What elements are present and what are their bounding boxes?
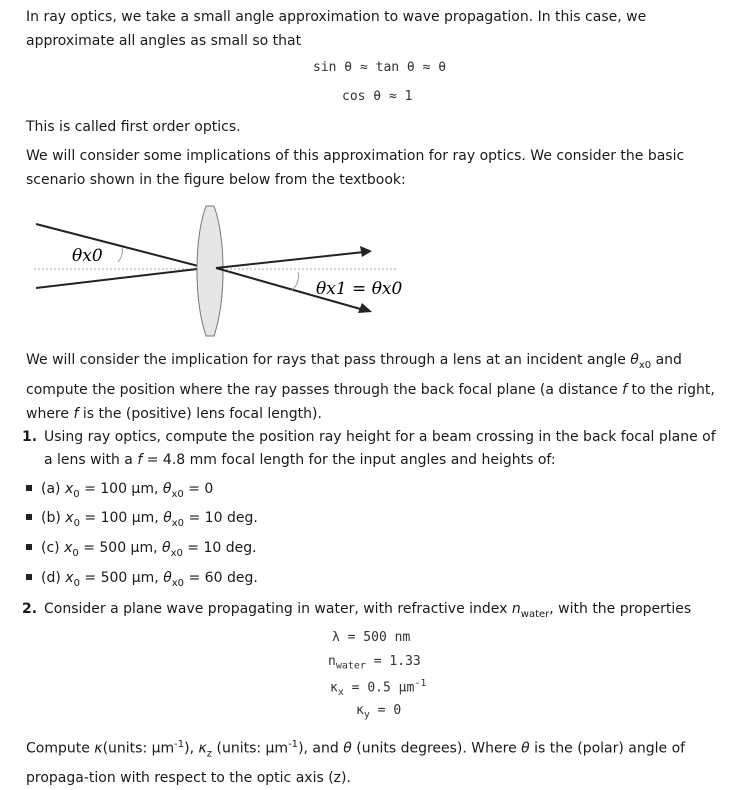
theta-x0-label: θx0 bbox=[72, 246, 103, 266]
equation-ky: $\kappa_y = 0$ bbox=[356, 703, 402, 721]
bullet-square bbox=[26, 574, 32, 580]
list-item-c: (c) $x_0 = 500$ μm, $\theta_{x0} = 10$ deg. bbox=[26, 537, 257, 565]
intro-paragraph: In ray optics, we take a small angle approximation to wave propagation. In this case, we approximate all angles as small so that bbox=[26, 9, 647, 49]
first-order-paragraph: This is called first order optics. bbox=[26, 119, 241, 135]
equation-refractive-index: $n_{water} = 1.33$ bbox=[328, 654, 421, 672]
lens-ray-figure bbox=[28, 200, 408, 350]
compute-paragraph: Compute κ(units: $\mu m^{-1}$), $\kappa_z$ (units: $\mu m^{-1}$), and θ (units degrees). Where θ is the (polar) angle of propaga-tion with respect to the optic axis (z). bbox=[26, 739, 686, 787]
equation-cos: cos θ ≈ 1 bbox=[342, 89, 413, 104]
question-1: 1. Using ray optics, compute the position ray height for a beam crossing in the back focal plane of a lens with a f = 4.8 mm focal length for the input angles and heights of: bbox=[22, 426, 722, 472]
bullet-square bbox=[26, 514, 32, 520]
equation-wavelength: λ = 500 nm bbox=[332, 630, 411, 645]
list-item-b: (b) $x_0 = 100$ μm, $\theta_{x0} = 10$ deg. bbox=[26, 507, 258, 535]
arrowhead-lower bbox=[358, 303, 372, 313]
theta-x1-label: θx1 = θx0 bbox=[316, 279, 403, 299]
bullet-square bbox=[26, 544, 32, 550]
implication-paragraph: We will consider the implication for rays that pass through a lens at an incident angle $\theta_{x0}$ and compute the position where the ray passes through the back focal plane (a distance f to the right, where f is the (positive) lens focal length). bbox=[26, 352, 715, 422]
question-2: 2. Consider a plane wave propagating in water, with refractive index $n_{water}$, with the properties bbox=[22, 598, 722, 626]
arrowhead-upper bbox=[360, 246, 372, 257]
equation-kx: $\kappa_x = 0.5$ $\mu m^{-1}$ bbox=[330, 678, 427, 698]
bullet-square bbox=[26, 485, 32, 491]
scenario-paragraph: We will consider some implications of this approximation for ray optics. We consider the basic scenario shown in the figure below from the textbook: bbox=[26, 148, 685, 188]
equation-small-angle: sin θ ≈ tan θ ≈ θ bbox=[313, 60, 447, 75]
output-ray-upper bbox=[216, 252, 364, 268]
incident-ray-lower bbox=[36, 268, 206, 288]
list-item-d: (d) $x_0 = 500$ μm, $\theta_{x0} = 60$ deg. bbox=[26, 567, 258, 595]
angle-arc-out bbox=[292, 272, 298, 290]
lens bbox=[197, 206, 223, 336]
list-item-a: (a) $x_0 = 100$ μm, $\theta_{x0} = 0$ bbox=[26, 478, 213, 506]
angle-arc-in bbox=[118, 247, 122, 262]
incident-ray-upper bbox=[36, 224, 206, 268]
question-number: 1. bbox=[22, 429, 38, 445]
question-number: 2. bbox=[22, 601, 38, 617]
